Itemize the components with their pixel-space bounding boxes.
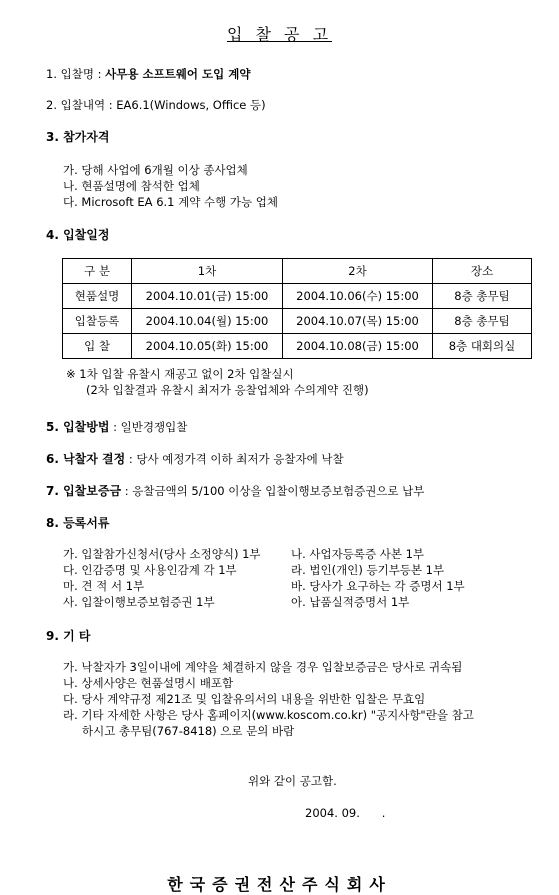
table-cell: 2004.10.06(수) 15:00 xyxy=(283,284,433,309)
document-item: 다. 인감증명 및 사용인감계 각 1부 xyxy=(63,563,237,577)
table-header-row xyxy=(63,259,532,284)
section-documents-heading: 8. 등록서류 xyxy=(46,516,110,530)
table-cell: 8층 대회의실 xyxy=(433,334,532,359)
table-cell: 2004.10.04(월) 15:00 xyxy=(132,309,283,334)
misc-item: 라. 기타 자세한 사항은 당사 홈페이지(www.koscom.co.kr) "공지사항"란을 참고 xyxy=(63,708,474,722)
notice-title: 입 찰 공 고 xyxy=(226,25,333,44)
table-row xyxy=(63,334,532,359)
table-row xyxy=(63,309,532,334)
bid-method-value: : 일반경쟁입찰 xyxy=(109,420,188,434)
winner-decision-value: : 당사 예정가격 이하 최저가 응찰자에 낙찰 xyxy=(125,452,344,466)
document-item: 라. 법인(개인) 등기부등본 1부 xyxy=(291,563,445,577)
closing-text: 위와 같이 공고함. xyxy=(248,774,337,788)
qualification-item: 가. 당해 사업에 6개월 이상 종사업체 xyxy=(63,163,248,177)
document-item: 나. 사업자등록증 사본 1부 xyxy=(291,547,425,561)
document-item: 바. 당사가 요구하는 각 증명서 1부 xyxy=(291,579,465,593)
section-bid-method xyxy=(46,418,187,435)
table-cell: 8층 총무팀 xyxy=(433,309,532,334)
bid-deposit-label: 7. 입찰보증금 xyxy=(46,484,122,498)
section-misc-heading: 9. 기 타 xyxy=(46,629,91,643)
table-cell: 입찰등록 xyxy=(63,309,132,334)
table-cell: 2004.10.08(금) 15:00 xyxy=(283,334,433,359)
bid-deposit-value: : 응찰금액의 5/100 이상을 입찰이행보증보험증권으로 납부 xyxy=(121,484,425,498)
misc-item-continued: 하시고 총무팀(767-8418) 으로 문의 바람 xyxy=(82,724,295,738)
schedule-note: (2차 입찰결과 유찰시 최저가 응찰업체와 수의계약 진행) xyxy=(86,383,369,397)
section-schedule-heading: 4. 입찰일정 xyxy=(46,228,110,242)
table-cell: 현품설명 xyxy=(63,284,132,309)
notice-date: 2004. 09. . xyxy=(305,806,386,820)
section-bid-name xyxy=(46,66,250,82)
table-header-cell: 장소 xyxy=(433,259,532,284)
table-cell: 2004.10.05(화) 15:00 xyxy=(132,334,283,359)
bid-name-label: 1. 입찰명 : xyxy=(46,67,106,81)
table-header-cell: 2차 xyxy=(283,259,433,284)
misc-item: 다. 당사 계약규정 제21조 및 입찰유의서의 내용을 위반한 입찰은 무효임 xyxy=(63,692,426,706)
table-cell: 2004.10.07(목) 15:00 xyxy=(283,309,433,334)
table-header-cell: 구 분 xyxy=(63,259,132,284)
document-item: 가. 입찰참가신청서(당사 소정양식) 1부 xyxy=(63,547,261,561)
schedule-note: ※ 1차 입찰 유찰시 재공고 없이 2차 입찰실시 xyxy=(66,367,294,381)
table-row xyxy=(63,284,532,309)
document-item: 아. 납품실적증명서 1부 xyxy=(291,595,410,609)
table-cell: 입 찰 xyxy=(63,334,132,359)
qualification-item: 나. 현품설명에 참석한 업체 xyxy=(63,179,200,193)
bid-method-label: 5. 입찰방법 xyxy=(46,420,110,434)
table-cell: 8층 총무팀 xyxy=(433,284,532,309)
bid-name-value: 사무용 소프트웨어 도입 계약 xyxy=(105,67,251,81)
winner-decision-label: 6. 낙찰자 결정 xyxy=(46,452,126,466)
qualification-item: 다. Microsoft EA 6.1 계약 수행 가능 업체 xyxy=(63,195,278,209)
misc-item: 나. 상세사양은 현품설명시 배포함 xyxy=(63,676,234,690)
table-cell: 2004.10.01(금) 15:00 xyxy=(132,284,283,309)
table-header-cell: 1차 xyxy=(132,259,283,284)
misc-item: 가. 낙찰자가 3일이내에 계약을 체결하지 않을 경우 입찰보증금은 당사로 귀속됨 xyxy=(63,660,463,674)
section-winner-decision xyxy=(46,450,344,467)
schedule-table xyxy=(62,258,532,359)
section-qualification-heading: 3. 참가자격 xyxy=(46,130,110,144)
document-item: 마. 견 적 서 1부 xyxy=(63,579,145,593)
document-item: 사. 입찰이행보증보험증권 1부 xyxy=(63,595,215,609)
section-bid-deposit xyxy=(46,482,424,499)
company-name: 한국증권전산주식회사 xyxy=(167,875,392,894)
section-bid-details: 2. 입찰내역 : EA6.1(Windows, Office 등) xyxy=(46,98,266,112)
